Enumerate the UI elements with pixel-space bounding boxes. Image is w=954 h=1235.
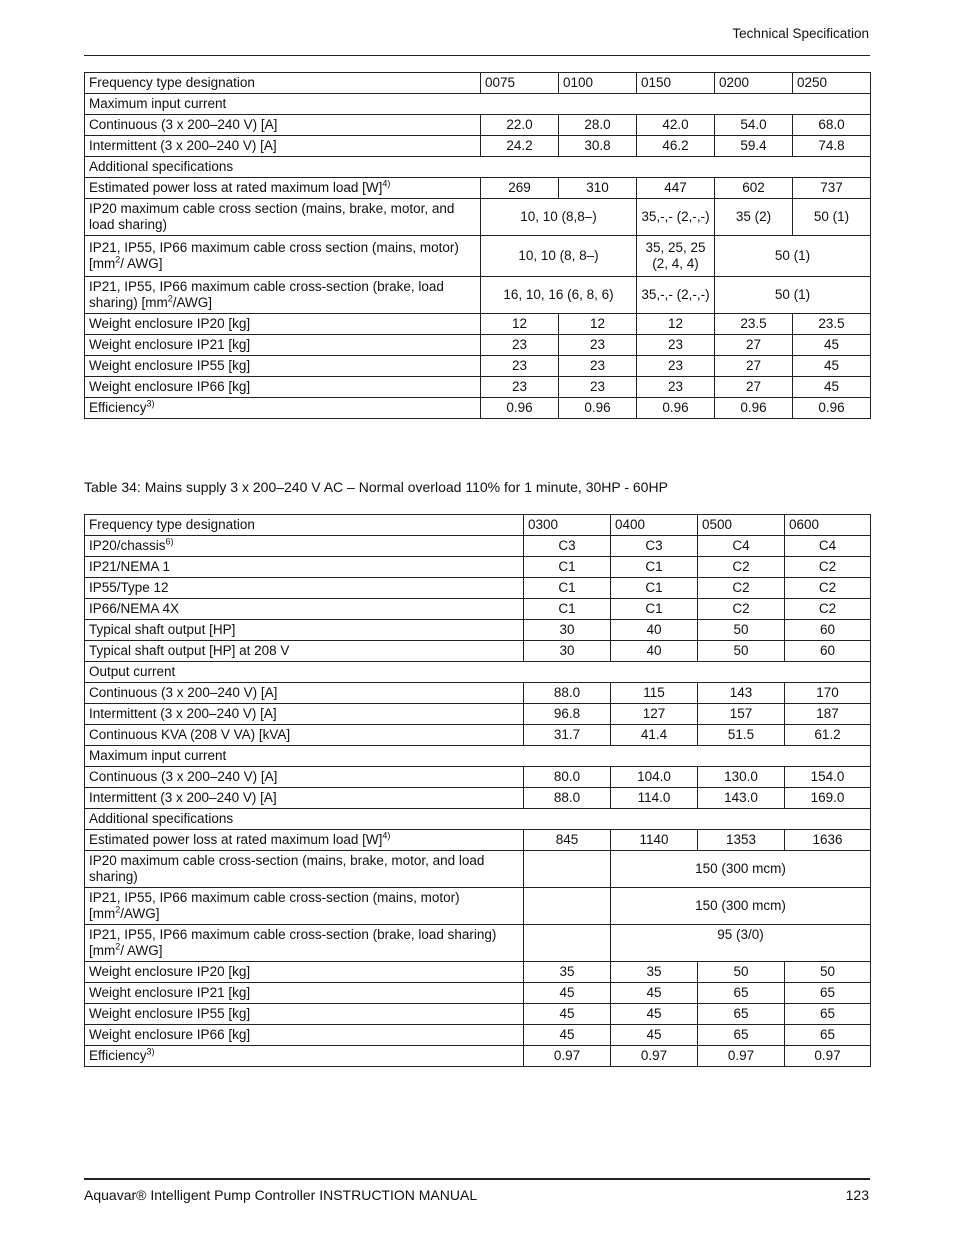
cell: 22.0 — [481, 115, 559, 136]
cell: 170 — [785, 683, 871, 704]
row-label: Weight enclosure IP21 [kg] — [85, 983, 524, 1004]
row-label — [85, 236, 481, 277]
cell: 31.7 — [524, 725, 611, 746]
table-row — [85, 962, 871, 983]
table-row — [85, 704, 871, 725]
cell: C3 — [611, 536, 698, 557]
table-row — [85, 536, 871, 557]
cell — [637, 236, 715, 277]
cell: 12 — [481, 314, 559, 335]
cell: 23 — [481, 377, 559, 398]
column-header: 0500 — [698, 515, 785, 536]
column-header: Frequency type designation — [85, 515, 524, 536]
superscript: 2 — [167, 293, 173, 304]
table-row — [85, 1025, 871, 1046]
cell: 1353 — [698, 830, 785, 851]
row-label-text: / AWG] — [120, 256, 163, 271]
table-header-row — [85, 515, 871, 536]
cell: 35 — [611, 962, 698, 983]
cell: 16, 10, 16 (6, 8, 6) — [481, 277, 637, 314]
section-heading: Maximum input current — [85, 94, 871, 115]
cell: 68.0 — [793, 115, 871, 136]
cell: 737 — [793, 178, 871, 199]
header-divider — [84, 55, 870, 56]
table-row — [85, 199, 871, 236]
footnote-ref: 6) — [165, 536, 174, 547]
spec-table-1 — [84, 72, 871, 419]
cell: 30 — [524, 641, 611, 662]
table-row — [85, 620, 871, 641]
row-label-text: /AWG] — [172, 295, 213, 310]
superscript: 2 — [115, 254, 121, 265]
row-label: Continuous (3 x 200–240 V) [A] — [85, 115, 481, 136]
section-heading: Additional specifications — [85, 809, 871, 830]
cell: 65 — [698, 1004, 785, 1025]
table-row — [85, 851, 871, 888]
cell: C1 — [524, 578, 611, 599]
row-label-text: / AWG] — [120, 943, 163, 958]
column-header: 0150 — [637, 73, 715, 94]
cell: 1140 — [611, 830, 698, 851]
cell: 59.4 — [715, 136, 793, 157]
table-row — [85, 830, 871, 851]
row-label: Intermittent (3 x 200–240 V) [A] — [85, 788, 524, 809]
row-label: Weight enclosure IP20 [kg] — [85, 962, 524, 983]
row-label — [85, 277, 481, 314]
empty-cell — [524, 888, 611, 925]
row-label — [85, 1046, 524, 1067]
row-label — [85, 888, 524, 925]
row-label-text: IP21, IP55, IP66 maximum cable cross-section (brake, load sharing) [mm — [89, 927, 497, 958]
cell: C1 — [524, 557, 611, 578]
section-heading: Maximum input current — [85, 746, 871, 767]
table-caption: Table 34: Mains supply 3 x 200–240 V AC – Normal overload 110% for 1 minute, 30HP - 60HP — [84, 479, 668, 495]
cell: 50 — [698, 641, 785, 662]
row-label: Continuous KVA (208 V VA) [kVA] — [85, 725, 524, 746]
row-label-text: IP20/chassis — [89, 538, 166, 553]
cell-line: (2, 4, 4) — [652, 256, 699, 271]
cell: 845 — [524, 830, 611, 851]
cell: 28.0 — [559, 115, 637, 136]
cell: 0.96 — [715, 398, 793, 419]
table-row — [85, 398, 871, 419]
table-row — [85, 115, 871, 136]
table-row — [85, 578, 871, 599]
table-row — [85, 725, 871, 746]
cell: 0.96 — [481, 398, 559, 419]
page-number: 123 — [845, 1187, 869, 1203]
table-row — [85, 335, 871, 356]
cell: 45 — [611, 983, 698, 1004]
cell: 0.97 — [785, 1046, 871, 1067]
row-label-text: IP21, IP55, IP66 maximum cable cross-section (mains, motor) [mm — [89, 890, 460, 921]
cell: 96.8 — [524, 704, 611, 725]
table-row — [85, 1046, 871, 1067]
cell: 65 — [785, 983, 871, 1004]
table-row — [85, 356, 871, 377]
cell: 23.5 — [793, 314, 871, 335]
cell: 88.0 — [524, 788, 611, 809]
empty-cell — [524, 925, 611, 962]
row-label-text: Efficiency — [89, 400, 147, 415]
cell: 12 — [637, 314, 715, 335]
row-label: Weight enclosure IP55 [kg] — [85, 1004, 524, 1025]
cell: C1 — [611, 578, 698, 599]
cell: 0.97 — [698, 1046, 785, 1067]
cell: 45 — [524, 983, 611, 1004]
row-label: Continuous (3 x 200–240 V) [A] — [85, 767, 524, 788]
cell: 127 — [611, 704, 698, 725]
cell: 114.0 — [611, 788, 698, 809]
row-label: Weight enclosure IP55 [kg] — [85, 356, 481, 377]
table-row — [85, 178, 871, 199]
cell: 50 (1) — [715, 277, 871, 314]
table-row — [85, 557, 871, 578]
cell: 23 — [637, 356, 715, 377]
cell: C2 — [698, 578, 785, 599]
column-header: 0600 — [785, 515, 871, 536]
cell: 143.0 — [698, 788, 785, 809]
footer-manual-title: Aquavar® Intelligent Pump Controller INSTRUCTION MANUAL — [84, 1187, 478, 1203]
cell: 45 — [793, 356, 871, 377]
cell: 157 — [698, 704, 785, 725]
cell: 23 — [481, 356, 559, 377]
column-header: 0200 — [715, 73, 793, 94]
table-row — [85, 377, 871, 398]
table-row — [85, 599, 871, 620]
row-label — [85, 178, 481, 199]
cell: 12 — [559, 314, 637, 335]
cell: 30 — [524, 620, 611, 641]
row-label: Weight enclosure IP66 [kg] — [85, 377, 481, 398]
table-row — [85, 767, 871, 788]
table-row — [85, 236, 871, 277]
table-row — [85, 136, 871, 157]
section-heading: Additional specifications — [85, 157, 871, 178]
cell: 60 — [785, 641, 871, 662]
cell: 35 — [524, 962, 611, 983]
cell: 27 — [715, 377, 793, 398]
cell: 154.0 — [785, 767, 871, 788]
table-row — [85, 983, 871, 1004]
row-label — [85, 398, 481, 419]
column-header: 0100 — [559, 73, 637, 94]
table-row — [85, 1004, 871, 1025]
cell: 80.0 — [524, 767, 611, 788]
cell: 23 — [637, 335, 715, 356]
cell: 30.8 — [559, 136, 637, 157]
row-label: Typical shaft output [HP] — [85, 620, 524, 641]
row-label-text: Estimated power loss at rated maximum load [W] — [89, 832, 383, 847]
cell: 45 — [524, 1025, 611, 1046]
cell: 35,-,- (2,-,-) — [637, 277, 715, 314]
cell: 23 — [481, 335, 559, 356]
cell: 0.96 — [793, 398, 871, 419]
superscript: 2 — [115, 904, 121, 915]
row-label-text: /AWG] — [120, 906, 160, 921]
table-row — [85, 277, 871, 314]
cell: 45 — [611, 1025, 698, 1046]
cell: 143 — [698, 683, 785, 704]
footnote-ref: 4) — [382, 830, 391, 841]
cell: C1 — [524, 599, 611, 620]
cell: C2 — [785, 578, 871, 599]
cell: 0.97 — [611, 1046, 698, 1067]
row-label: Weight enclosure IP20 [kg] — [85, 314, 481, 335]
cell: 150 (300 mcm) — [611, 888, 871, 925]
table-row — [85, 641, 871, 662]
cell: 45 — [524, 1004, 611, 1025]
cell: 150 (300 mcm) — [611, 851, 871, 888]
cell: 447 — [637, 178, 715, 199]
row-label: IP20 maximum cable cross-section (mains, brake, motor, and load sharing) — [85, 851, 524, 888]
cell: 23.5 — [715, 314, 793, 335]
cell: C1 — [611, 557, 698, 578]
table-row — [85, 314, 871, 335]
cell: 65 — [785, 1004, 871, 1025]
cell: 130.0 — [698, 767, 785, 788]
cell: 269 — [481, 178, 559, 199]
cell: 45 — [793, 377, 871, 398]
column-header: 0400 — [611, 515, 698, 536]
empty-cell — [524, 851, 611, 888]
cell: 40 — [611, 641, 698, 662]
row-label-text: Estimated power loss at rated maximum load [W] — [89, 180, 383, 195]
cell-line: 35, 25, 25 — [645, 240, 706, 255]
row-label-text: IP21, IP55, IP66 maximum cable cross-section (brake, load sharing) [mm — [89, 279, 444, 310]
cell: 169.0 — [785, 788, 871, 809]
row-label: Weight enclosure IP21 [kg] — [85, 335, 481, 356]
row-label: Continuous (3 x 200–240 V) [A] — [85, 683, 524, 704]
cell: 1636 — [785, 830, 871, 851]
cell: 10, 10 (8, 8–) — [481, 236, 637, 277]
footer-divider — [84, 1178, 870, 1180]
row-label: Intermittent (3 x 200–240 V) [A] — [85, 136, 481, 157]
cell: 50 (1) — [715, 236, 871, 277]
footnote-ref: 3) — [146, 1046, 155, 1057]
cell: 50 — [698, 620, 785, 641]
cell: 60 — [785, 620, 871, 641]
section-row — [85, 157, 871, 178]
cell: 54.0 — [715, 115, 793, 136]
table-row — [85, 788, 871, 809]
section-row — [85, 746, 871, 767]
cell: 50 — [698, 962, 785, 983]
cell: 10, 10 (8,8–) — [481, 199, 637, 236]
cell: 95 (3/0) — [611, 925, 871, 962]
table-row — [85, 925, 871, 962]
section-row — [85, 94, 871, 115]
cell: 0.96 — [559, 398, 637, 419]
cell: 46.2 — [637, 136, 715, 157]
section-heading: Output current — [85, 662, 871, 683]
row-label-text: IP21, IP55, IP66 maximum cable cross section (mains, motor) [mm — [89, 240, 459, 271]
cell: 65 — [698, 1025, 785, 1046]
table-row — [85, 888, 871, 925]
cell: 0.97 — [524, 1046, 611, 1067]
row-label: Weight enclosure IP66 [kg] — [85, 1025, 524, 1046]
cell: 45 — [611, 1004, 698, 1025]
cell: C4 — [698, 536, 785, 557]
cell: 602 — [715, 178, 793, 199]
cell: C2 — [785, 557, 871, 578]
cell: C4 — [785, 536, 871, 557]
cell: 65 — [785, 1025, 871, 1046]
row-label: Intermittent (3 x 200–240 V) [A] — [85, 704, 524, 725]
column-header: 0075 — [481, 73, 559, 94]
page-header-title: Technical Specification — [732, 26, 869, 41]
cell: C2 — [785, 599, 871, 620]
cell: 35,-,- (2,-,-) — [637, 199, 715, 236]
cell: 42.0 — [637, 115, 715, 136]
row-label-text: Efficiency — [89, 1048, 147, 1063]
section-row — [85, 662, 871, 683]
column-header: 0250 — [793, 73, 871, 94]
cell: 0.96 — [637, 398, 715, 419]
row-label — [85, 536, 524, 557]
cell: 40 — [611, 620, 698, 641]
cell: C3 — [524, 536, 611, 557]
column-header: Frequency type designation — [85, 73, 481, 94]
section-row — [85, 809, 871, 830]
cell: 23 — [559, 377, 637, 398]
cell: 61.2 — [785, 725, 871, 746]
cell: 23 — [559, 356, 637, 377]
cell: 310 — [559, 178, 637, 199]
cell: 27 — [715, 356, 793, 377]
cell: 50 — [785, 962, 871, 983]
row-label: Typical shaft output [HP] at 208 V — [85, 641, 524, 662]
footnote-ref: 4) — [382, 178, 391, 189]
spec-table-2 — [84, 514, 871, 1067]
cell: 104.0 — [611, 767, 698, 788]
cell: 50 (1) — [793, 199, 871, 236]
column-header: 0300 — [524, 515, 611, 536]
cell: 35 (2) — [715, 199, 793, 236]
cell: 23 — [637, 377, 715, 398]
row-label — [85, 830, 524, 851]
cell: 23 — [559, 335, 637, 356]
cell: 51.5 — [698, 725, 785, 746]
cell: 27 — [715, 335, 793, 356]
table-header-row — [85, 73, 871, 94]
footnote-ref: 3) — [146, 398, 155, 409]
cell: C2 — [698, 599, 785, 620]
cell: C1 — [611, 599, 698, 620]
cell: 65 — [698, 983, 785, 1004]
cell: C2 — [698, 557, 785, 578]
row-label: IP55/Type 12 — [85, 578, 524, 599]
cell: 24.2 — [481, 136, 559, 157]
row-label: IP66/NEMA 4X — [85, 599, 524, 620]
superscript: 2 — [115, 941, 121, 952]
cell: 88.0 — [524, 683, 611, 704]
cell: 187 — [785, 704, 871, 725]
cell: 74.8 — [793, 136, 871, 157]
row-label — [85, 925, 524, 962]
row-label: IP20 maximum cable cross section (mains, brake, motor, and load sharing) — [85, 199, 481, 236]
row-label: IP21/NEMA 1 — [85, 557, 524, 578]
cell: 45 — [793, 335, 871, 356]
cell: 41.4 — [611, 725, 698, 746]
cell: 115 — [611, 683, 698, 704]
table-row — [85, 683, 871, 704]
